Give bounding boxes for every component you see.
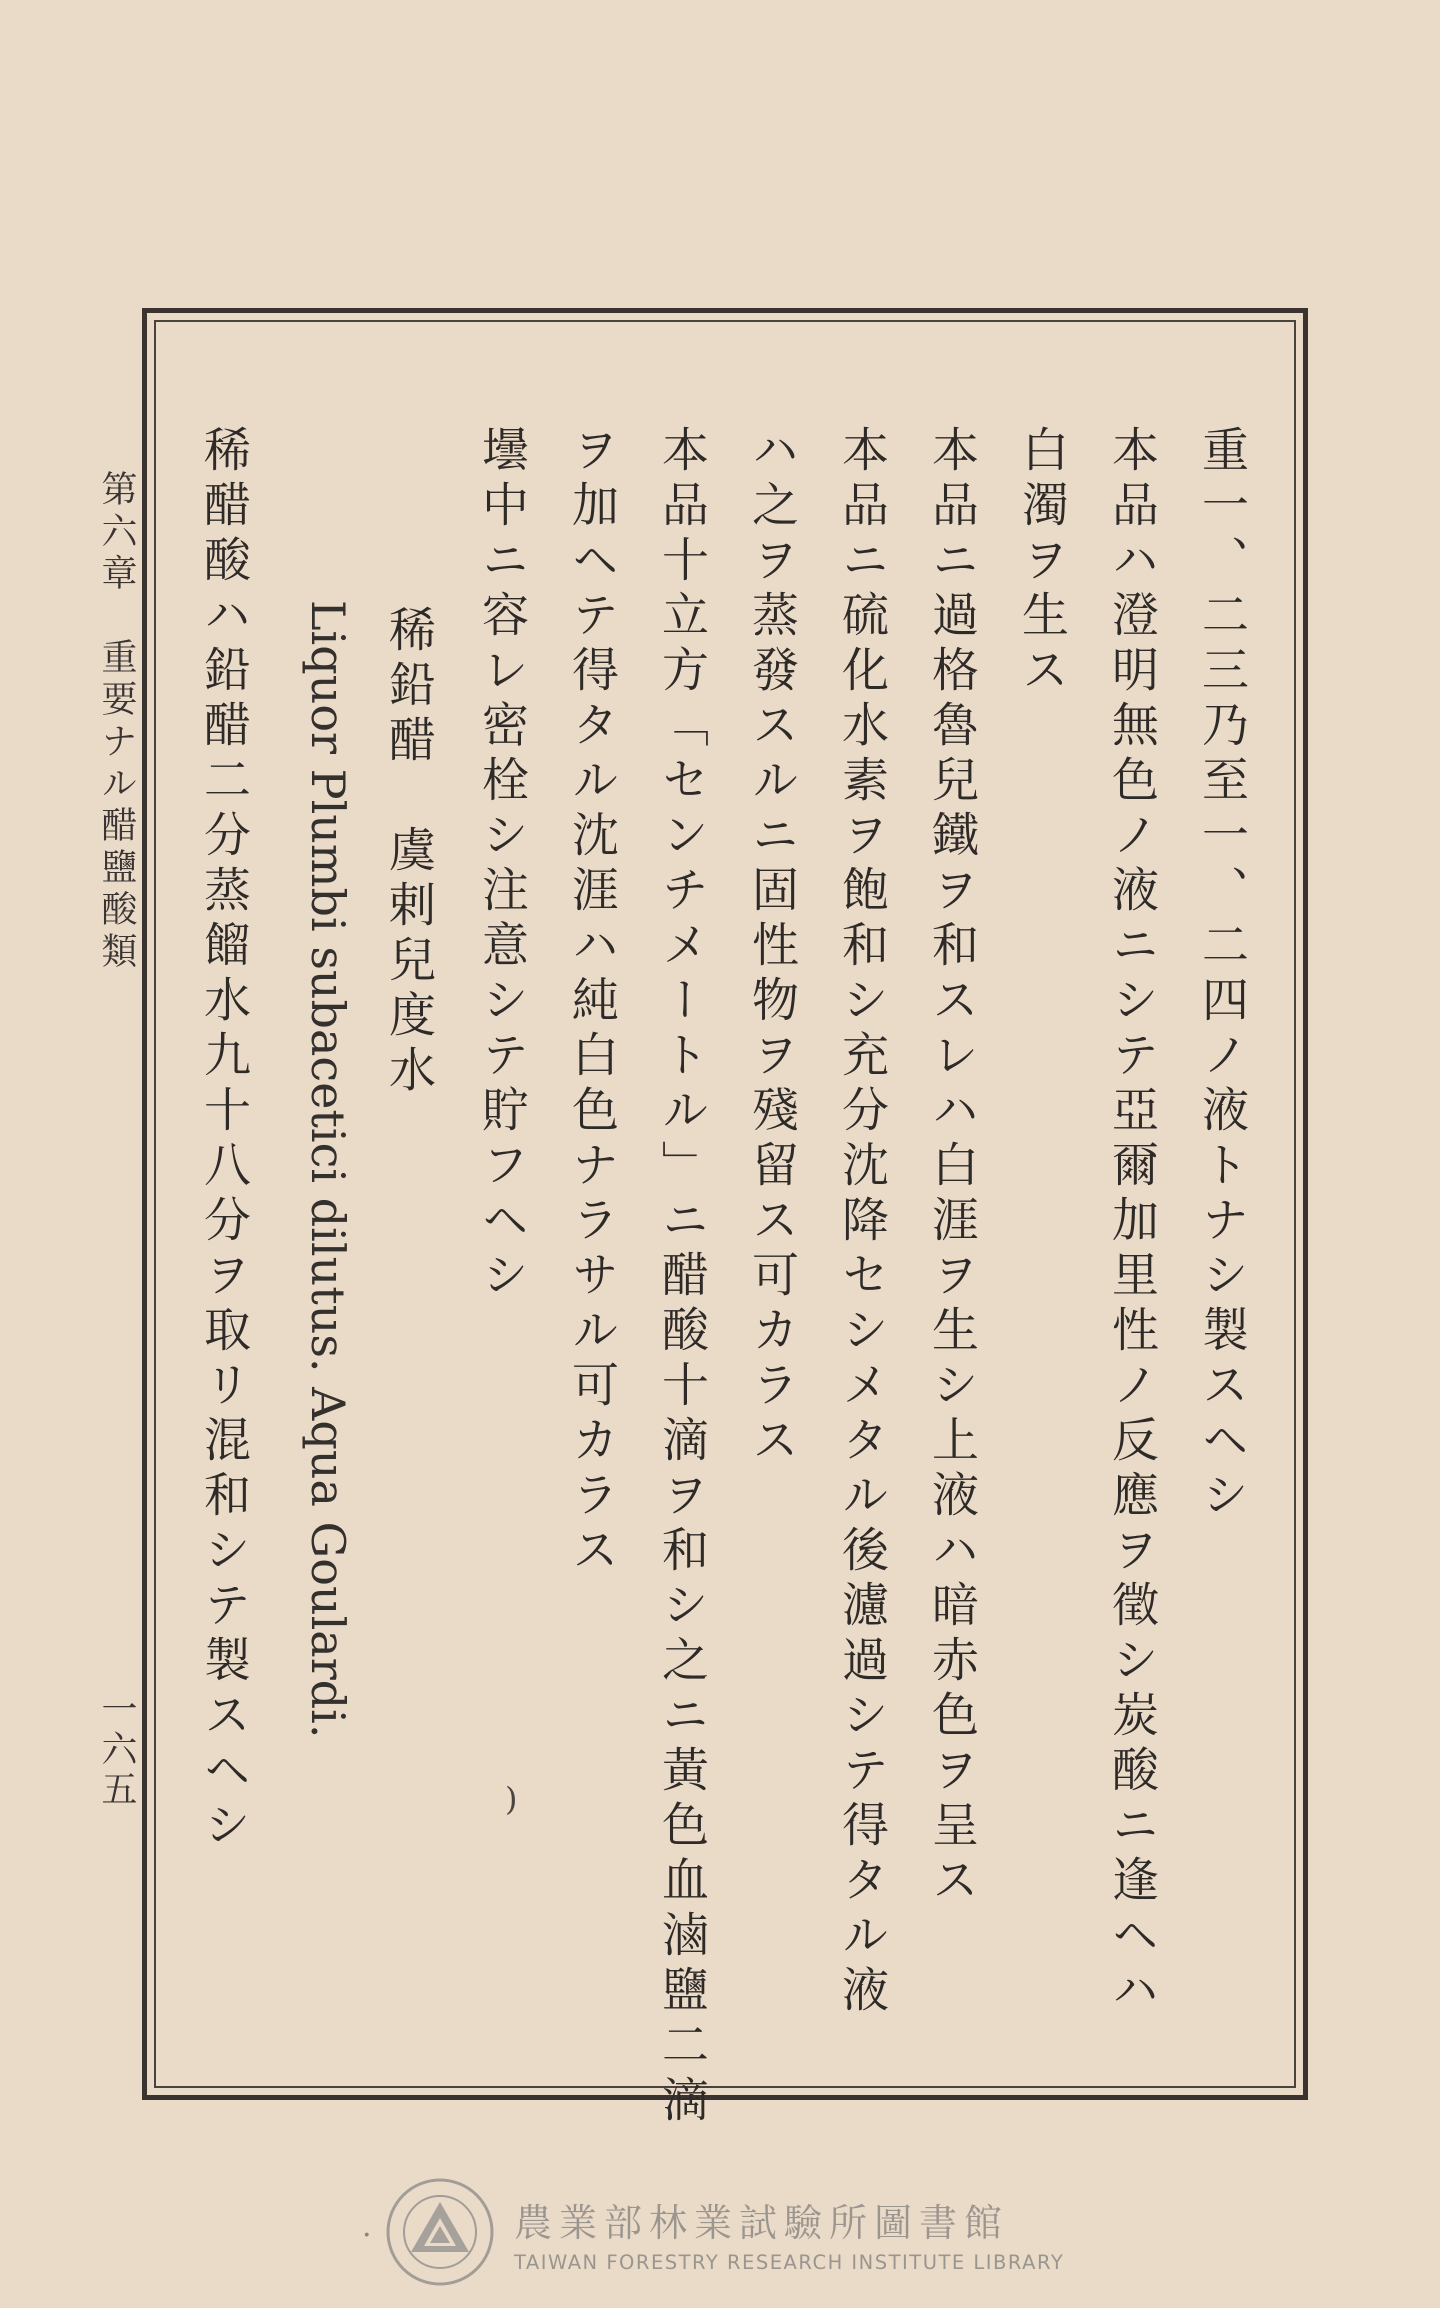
library-name-en: TAIWAN FORESTRY RESEARCH INSTITUTE LIBRARY	[514, 2251, 1065, 2274]
stray-mark: )	[505, 1780, 518, 1818]
footer-dot: ·	[362, 2218, 372, 2253]
text-line-6: ハ之ヲ蒸發スルニ固性物ヲ殘留ス可カラス	[744, 425, 799, 1470]
text-line-3: 白濁ヲ生ス	[1014, 425, 1069, 700]
text-line-5: 本品ニ硫化水素ヲ飽和シ充分沈降セシメタル後濾過シテ得タル液	[834, 425, 889, 2020]
text-line-2: 本品ハ澄明無色ノ液ニシテ亞爾加里性ノ反應ヲ徵シ炭酸ニ逢ヘハ	[1104, 425, 1159, 2020]
latin-name-line: Liquor Plumbi subacetici dilutus. Aqua Goulardi.	[301, 600, 355, 1739]
text-line-9: 壜中ニ容レ密栓シ注意シテ貯フヘシ	[474, 425, 529, 1305]
text-line-7: 本品十立方「センチメートル」ニ醋酸十滴ヲ和シ之ニ黃色血滷鹽二滴	[654, 425, 709, 2130]
text-line-8: ヲ加ヘテ得タル沈涯ハ純白色ナラサル可カラス	[564, 425, 619, 1580]
section-heading: 稀鉛醋 虞剌兒度水	[381, 605, 436, 1100]
library-watermark	[362, 2176, 1122, 2286]
library-name-cn: 農業部林業試驗所圖書館	[514, 2201, 1010, 2245]
text-line-1: 重一、二三乃至一、二四ノ液トナシ製スヘシ	[1194, 425, 1249, 1525]
library-seal-icon	[384, 2176, 496, 2288]
running-header: 第六章 重要ナル醋鹽酸類	[96, 470, 137, 974]
page-number: 一六五	[96, 1690, 137, 1810]
text-line-4: 本品ニ過格魯兒鐵ヲ和スレハ白涯ヲ生シ上液ハ暗赤色ヲ呈ス	[924, 425, 979, 1910]
text-line-last: 稀醋酸ハ鉛醋二分蒸餾水九十八分ヲ取リ混和シテ製スヘシ	[196, 425, 251, 1855]
